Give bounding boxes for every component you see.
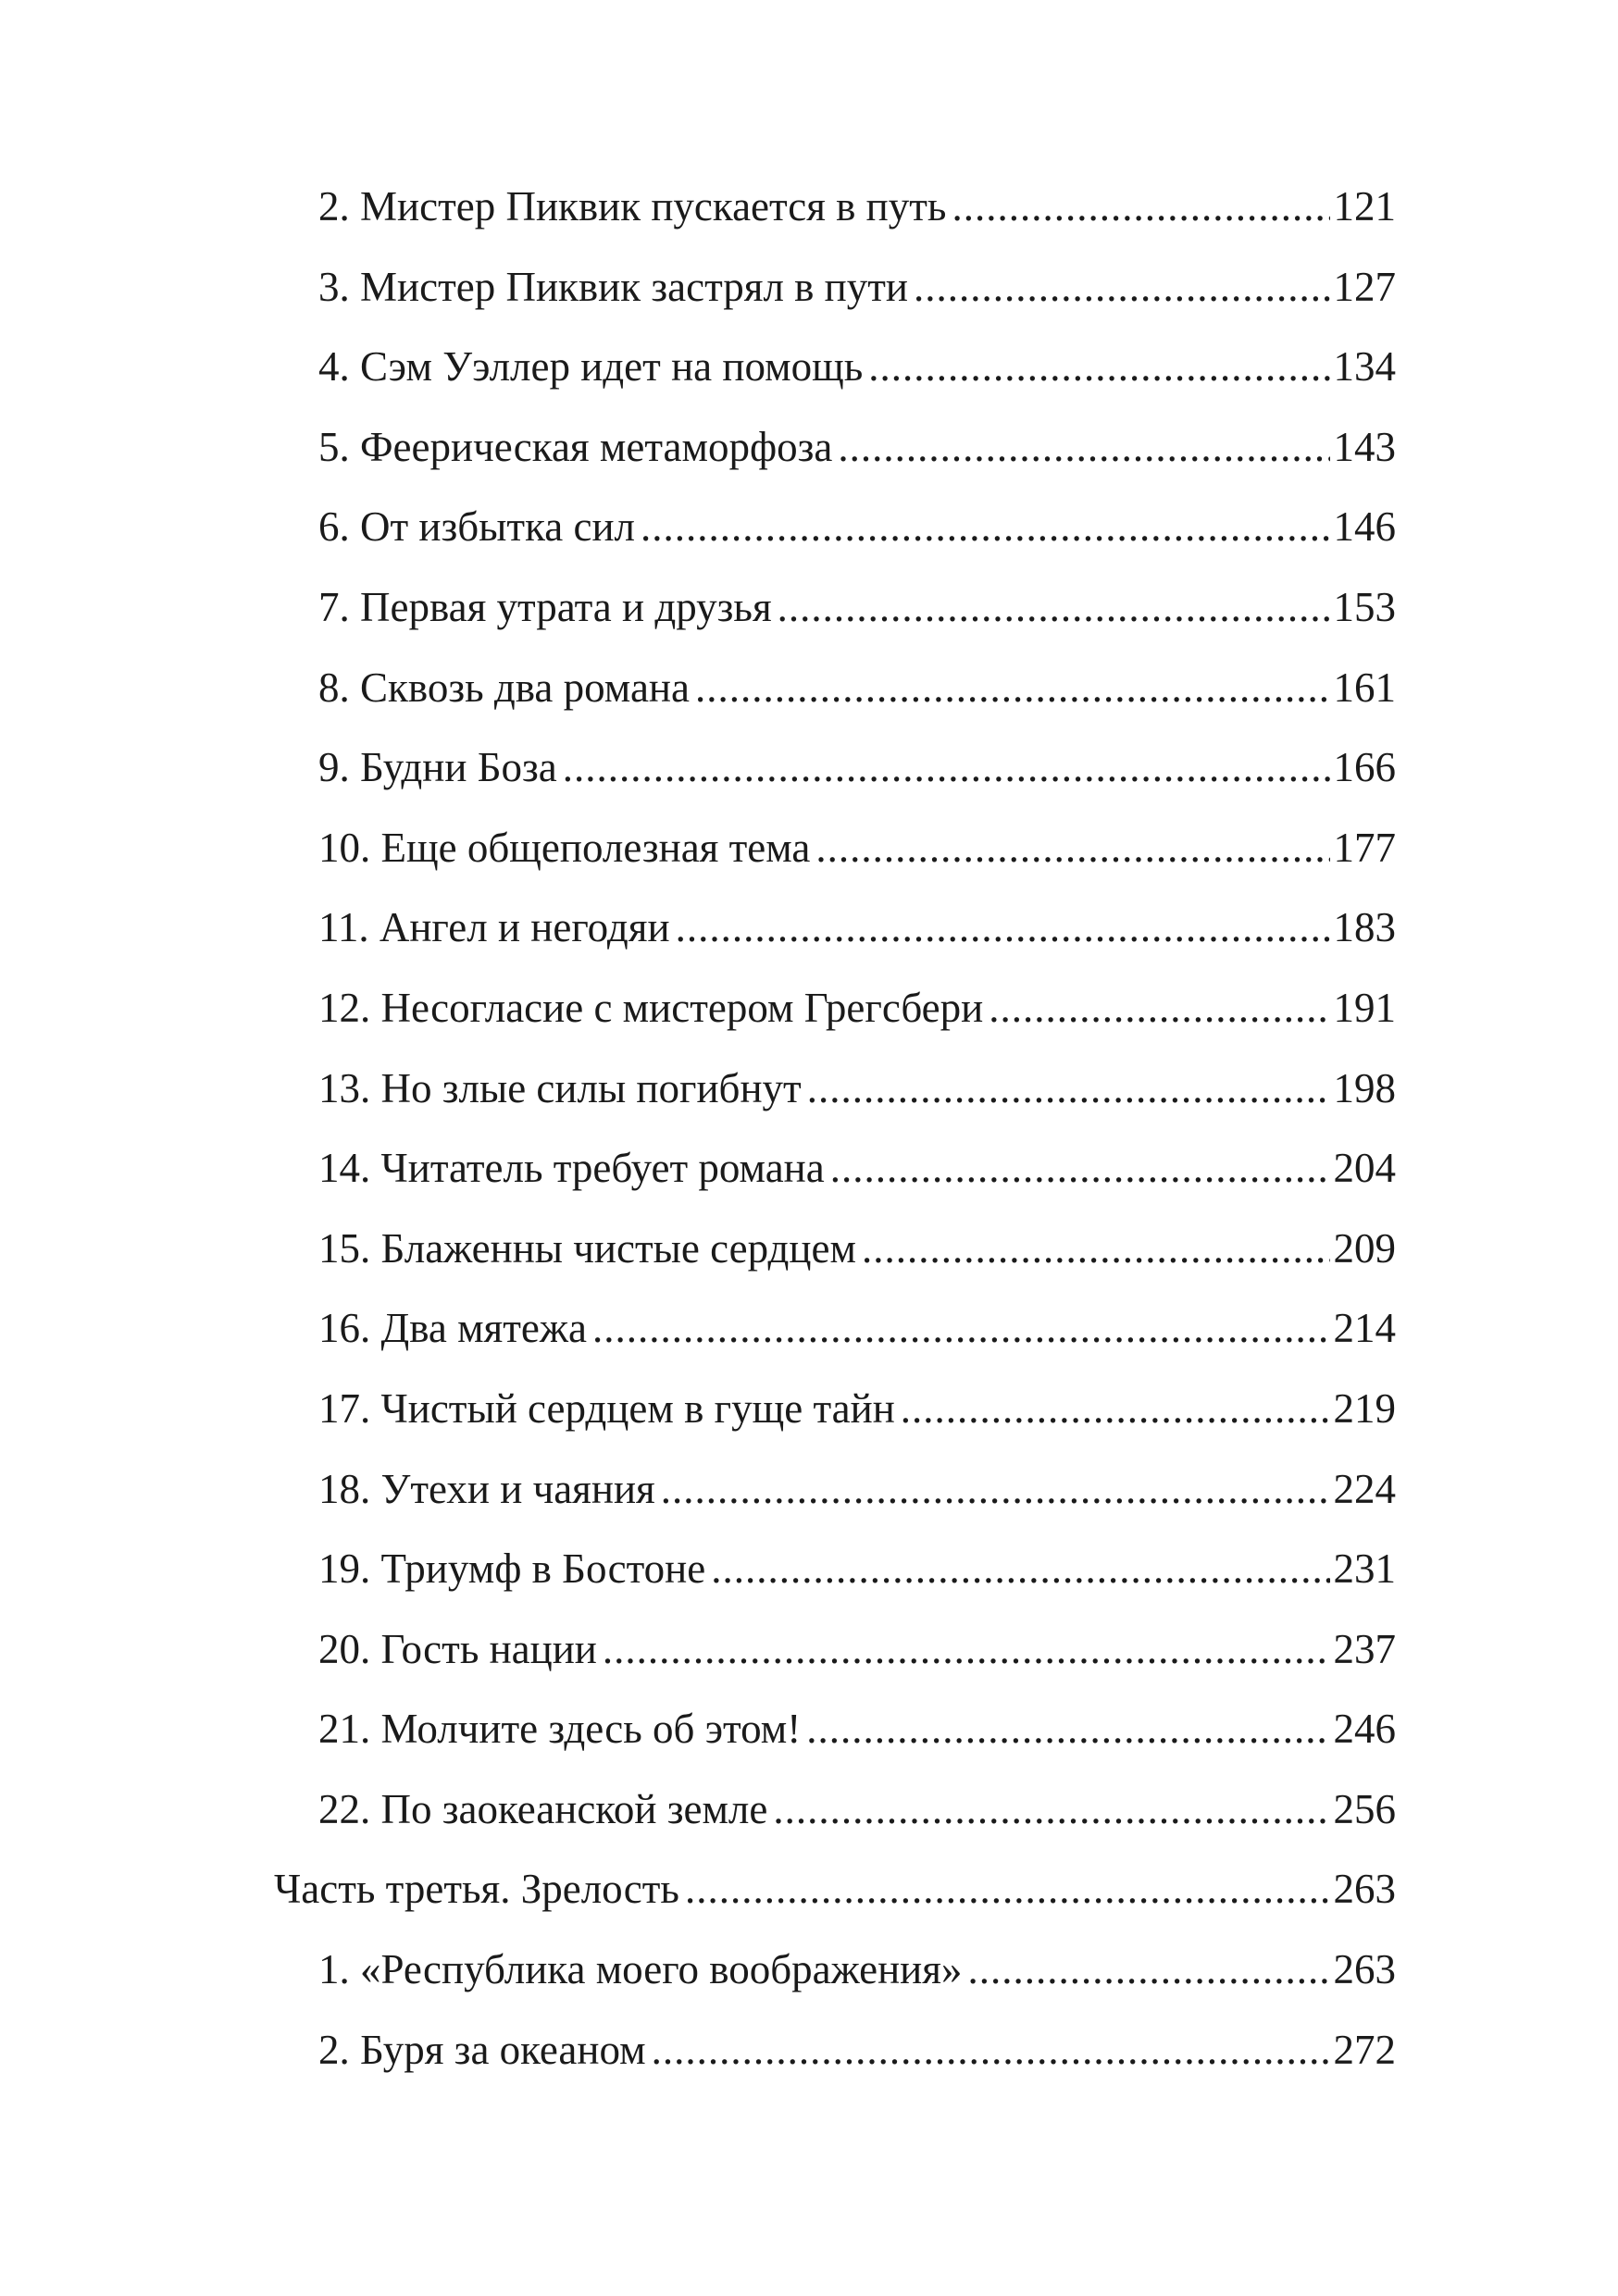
toc-entry-page-number: 161 xyxy=(1333,664,1396,711)
toc-chapter-entry xyxy=(274,407,1396,488)
toc-entry-title: 18. Утехи и чаяния xyxy=(318,1465,655,1512)
toc-dot-leader xyxy=(661,1449,1330,1530)
toc-chapter-entry xyxy=(274,727,1396,808)
toc-dot-leader xyxy=(641,487,1330,567)
toc-entry-page-number: 191 xyxy=(1333,984,1396,1031)
toc-entry-page-number: 121 xyxy=(1333,183,1396,230)
toc-dot-leader xyxy=(862,1209,1330,1289)
toc-dot-leader xyxy=(711,1529,1329,1609)
toc-part-heading xyxy=(274,1849,1396,1930)
toc-entry-title: 12. Несогласие с мистером Грегсбери xyxy=(318,984,984,1031)
toc-dot-leader xyxy=(685,1849,1330,1930)
toc-entry-page-number: 177 xyxy=(1333,824,1396,871)
toc-dot-leader xyxy=(952,167,1329,247)
toc-chapter-entry xyxy=(274,968,1396,1049)
toc-entry-page-number: 183 xyxy=(1333,904,1396,951)
toc-dot-leader xyxy=(830,1128,1330,1209)
toc-entry-title: 5. Феерическая метаморфоза xyxy=(318,423,833,470)
toc-entry-title: 9. Будни Боза xyxy=(318,744,557,791)
toc-chapter-entry xyxy=(274,648,1396,728)
toc-chapter-entry xyxy=(274,1369,1396,1449)
toc-entry-title: 7. Первая утрата и друзья xyxy=(318,583,772,630)
toc-entry-title: Часть третья. Зрелость xyxy=(274,1866,679,1913)
toc-entry-title: 22. По заокеанской земле xyxy=(318,1785,768,1832)
toc-entry-page-number: 219 xyxy=(1333,1384,1396,1432)
toc-entry-title: 20. Гость нации xyxy=(318,1625,597,1672)
toc-chapter-entry xyxy=(274,1609,1396,1690)
toc-chapter-entry xyxy=(274,1049,1396,1129)
toc-entry-page-number: 263 xyxy=(1333,1866,1396,1913)
table-of-contents xyxy=(274,167,1396,2090)
toc-dot-leader xyxy=(773,1769,1329,1850)
toc-entry-title: 16. Два мятежа xyxy=(318,1305,587,1352)
toc-entry-page-number: 231 xyxy=(1333,1545,1396,1593)
toc-entry-title: 4. Сэм Уэллер идет на помощь xyxy=(318,343,864,391)
toc-entry-page-number: 224 xyxy=(1333,1465,1396,1512)
toc-dot-leader xyxy=(901,1369,1330,1449)
toc-dot-leader xyxy=(778,567,1330,648)
toc-entry-page-number: 263 xyxy=(1333,1946,1396,1993)
toc-chapter-entry xyxy=(274,167,1396,247)
toc-entry-page-number: 209 xyxy=(1333,1224,1396,1272)
toc-dot-leader xyxy=(868,327,1329,407)
toc-entry-title: 19. Триумф в Бостоне xyxy=(318,1545,706,1593)
toc-dot-leader xyxy=(815,808,1329,888)
toc-entry-page-number: 204 xyxy=(1333,1145,1396,1192)
toc-entry-page-number: 237 xyxy=(1333,1625,1396,1672)
toc-entry-title: 2. Мистер Пиквик пускается в путь xyxy=(318,183,947,230)
toc-dot-leader xyxy=(806,1689,1329,1769)
toc-entry-title: 6. От избытка сил xyxy=(318,503,635,551)
toc-entry-page-number: 198 xyxy=(1333,1064,1396,1111)
toc-entry-title: 3. Мистер Пиквик застрял в пути xyxy=(318,263,909,310)
toc-chapter-entry xyxy=(274,808,1396,888)
toc-dot-leader xyxy=(652,2010,1330,2091)
toc-entry-page-number: 134 xyxy=(1333,343,1396,391)
toc-chapter-entry xyxy=(274,1288,1396,1369)
toc-dot-leader xyxy=(603,1609,1330,1690)
toc-chapter-entry xyxy=(274,1529,1396,1609)
toc-dot-leader xyxy=(592,1288,1330,1369)
toc-chapter-entry xyxy=(274,1689,1396,1769)
toc-entry-title: 11. Ангел и негодяи xyxy=(318,904,670,951)
toc-dot-leader xyxy=(563,727,1330,808)
toc-dot-leader xyxy=(914,247,1329,328)
toc-entry-page-number: 166 xyxy=(1333,744,1396,791)
toc-dot-leader xyxy=(807,1049,1330,1129)
toc-entry-page-number: 214 xyxy=(1333,1305,1396,1352)
toc-chapter-entry xyxy=(274,887,1396,968)
toc-entry-title: 13. Но злые силы погибнут xyxy=(318,1064,802,1111)
toc-dot-leader xyxy=(989,968,1329,1049)
toc-dot-leader xyxy=(838,407,1329,488)
toc-chapter-entry xyxy=(274,567,1396,648)
toc-entry-page-number: 146 xyxy=(1333,503,1396,551)
toc-dot-leader xyxy=(676,887,1330,968)
toc-dot-leader xyxy=(967,1930,1329,2010)
toc-chapter-entry xyxy=(274,487,1396,567)
toc-entry-title: 10. Еще общеполезная тема xyxy=(318,824,811,871)
toc-entry-title: 1. «Республика моего воображения» xyxy=(318,1946,963,1993)
toc-entry-title: 14. Читатель требует романа xyxy=(318,1145,825,1192)
toc-entry-title: 17. Чистый сердцем в гуще тайн xyxy=(318,1384,895,1432)
toc-chapter-entry xyxy=(274,1930,1396,2010)
toc-entry-title: 8. Сквозь два романа xyxy=(318,664,690,711)
toc-chapter-entry xyxy=(274,247,1396,328)
toc-dot-leader xyxy=(695,648,1330,728)
toc-entry-title: 21. Молчите здесь об этом! xyxy=(318,1706,802,1753)
toc-entry-page-number: 256 xyxy=(1333,1785,1396,1832)
toc-entry-page-number: 143 xyxy=(1333,423,1396,470)
toc-chapter-entry xyxy=(274,1209,1396,1289)
toc-chapter-entry xyxy=(274,1449,1396,1530)
toc-entry-page-number: 246 xyxy=(1333,1706,1396,1753)
toc-chapter-entry xyxy=(274,327,1396,407)
toc-entry-title: 15. Блаженны чистые сердцем xyxy=(318,1224,856,1272)
toc-entry-page-number: 127 xyxy=(1333,263,1396,310)
toc-entry-title: 2. Буря за океаном xyxy=(318,2026,646,2073)
toc-chapter-entry xyxy=(274,1769,1396,1850)
toc-chapter-entry xyxy=(274,2010,1396,2091)
toc-entry-page-number: 153 xyxy=(1333,583,1396,630)
toc-entry-page-number: 272 xyxy=(1333,2026,1396,2073)
toc-chapter-entry xyxy=(274,1128,1396,1209)
